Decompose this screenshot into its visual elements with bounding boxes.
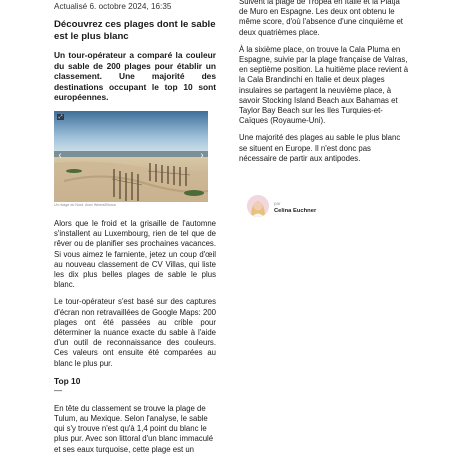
paragraph-2: Le tour-opérateur s'est basé sur des captures d'écran non retravaillées de Google Maps: 200 plages ont été passées au crible pour déterminer la nuance exacte du sable à l'aide d'un outil de reconnaissance des couleurs. Ces valeurs ont ensuite été comparées au blanc le plus pur. xyxy=(54,297,216,368)
chevron-left-icon[interactable]: ‹ xyxy=(58,149,62,161)
article-image[interactable] xyxy=(54,111,208,202)
right-paragraph-3: Une majorité des plages au sable le plus blanc se situent en Europe. Il n'est donc pas nécessaire de partir aux antipodes. xyxy=(239,133,401,163)
author-name[interactable]: Celina Euchner xyxy=(274,208,317,214)
avatar[interactable] xyxy=(247,195,269,217)
expand-icon[interactable]: ⤢ xyxy=(58,113,63,120)
beach-photo xyxy=(54,111,208,202)
article-right-column xyxy=(239,0,409,171)
section-title: Top 10 xyxy=(54,375,81,386)
article-left-column xyxy=(54,0,216,462)
section-divider: — xyxy=(54,385,62,395)
right-paragraph-2: À la sixième place, on trouve la Cala Pluma en Espagne, suivie par la plage française de Valras, en septième position. La huitième place revient à la Cala Brandinchi en Italie et deux plages insulaires se partagent la neuvième place, à savoir Stocking Island Beach aux Bahamas et Taylor Bay Beach sur les Iles Turquies-et-Caïques (Royaume-Uni). xyxy=(239,44,409,126)
article-headline: Découvrez ces plages dont le sable est le plus blanc xyxy=(54,19,216,42)
section-paragraph: En tête du classement se trouve la plage de Tulum, au Mexique. Selon l'analyse, le sable qui s'y trouve n'est qu'à 1,4 point du blanc le plus pur. Avec son littoral d'un blanc immaculé et ses eaux turquoise, cette plage est un xyxy=(54,403,214,454)
right-paragraph-1: Suivent la plage de Tropea en Italie et la Platja de Muro en Espagne. Les deux ont obtenu le même score, d'où l'absence d'une cinquième et deux quatrièmes place. xyxy=(239,0,403,37)
article-lead: Un tour-opérateur a comparé la couleur du sable de 200 plages pour établir un classement. Une majorité des destinations occupant le top 10 sont européennes. xyxy=(54,50,216,103)
author-label: par xyxy=(274,201,281,206)
updated-timestamp: Actualisé 6. octobre 2024, 16:35 xyxy=(54,2,172,11)
paragraph-1: Alors que le froid et la grisaille de l'automne s'installent au Luxembourg, rien de tel que de rêver ou de planifier ses prochaines vacances. Si vous aimez le farniente, jetez un coup d'œil au nouveau classement de CV Villas, qui liste les dix plus belles plages de sable le plus blanc. xyxy=(54,218,216,290)
chevron-right-icon[interactable]: › xyxy=(200,149,204,161)
author-photo xyxy=(247,195,269,217)
image-caption: Un rivage du Nord. Avec Weera/Bhuva xyxy=(54,202,116,207)
